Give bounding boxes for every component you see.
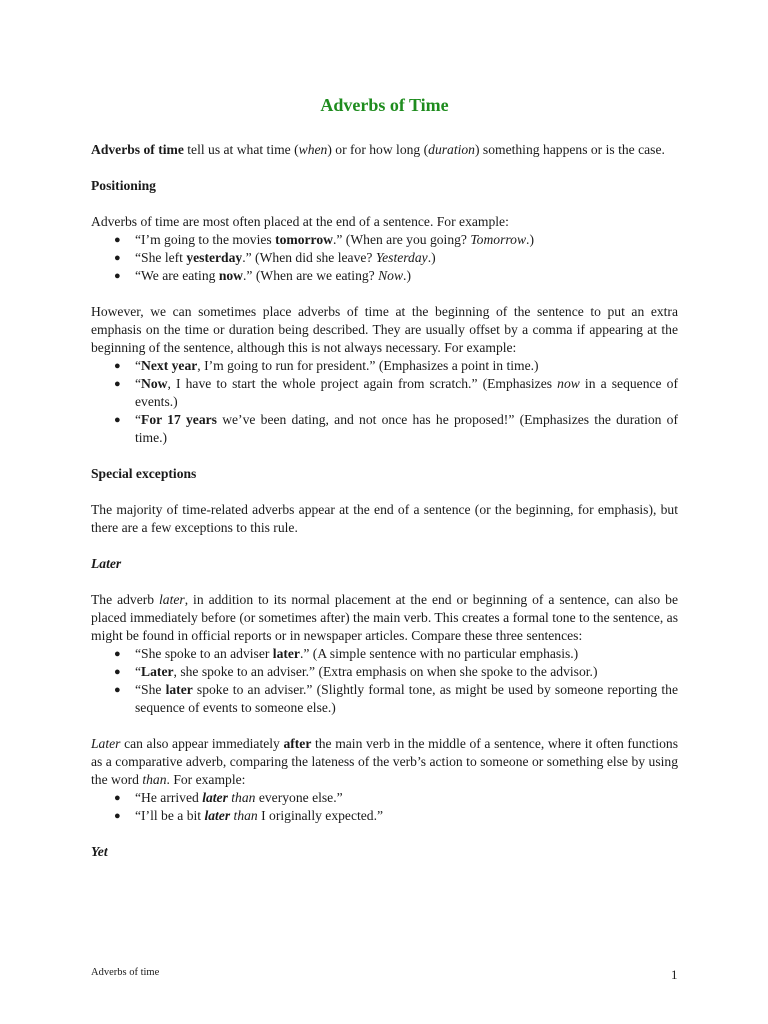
bullet-icon: ●: [114, 378, 121, 390]
list-item: ● “I’ll be a bit later than I originally expected.”: [114, 808, 384, 823]
bullet-icon: ●: [114, 234, 121, 246]
yet-heading: Yet: [91, 844, 108, 859]
page-number: 1: [671, 967, 678, 982]
list-item: ● “She spoke to an adviser later.” (A simple sentence with no particular emphasis.): [114, 646, 579, 661]
list-item: ● “She left yesterday.” (When did she leave? Yesterday.): [114, 250, 436, 265]
later-paragraph-1: The adverb later, in addition to its normal placement at the end or beginning of a sentence, can also be placed immediately before (or sometimes after) the main verb. This creates a formal tone to the sentence, as might be found in official reports or in newspaper articles. Compare these three sentences:: [91, 592, 678, 643]
bullet-icon: ●: [114, 414, 121, 426]
intro-paragraph: Adverbs of time tell us at what time (when) or for how long (duration) something happens or is the case.: [91, 142, 665, 157]
page-title: Adverbs of Time: [320, 95, 449, 115]
positioning-list-2: [91, 357, 678, 447]
list-item: ● “For 17 years we’ve been dating, and not once has he proposed!” (Emphasizes the duration of time.): [114, 412, 679, 445]
later-list-2: [91, 789, 678, 825]
later-list-1: [91, 645, 678, 717]
positioning-paragraph-1: Adverbs of time are most often placed at the end of a sentence. For example:: [91, 214, 509, 229]
exceptions-heading: Special exceptions: [91, 466, 197, 481]
later-heading: Later: [91, 556, 122, 571]
exceptions-paragraph: The majority of time-related adverbs appear at the end of a sentence (or the beginning, for emphasis), but there are a few exceptions to this rule.: [91, 502, 678, 535]
positioning-heading: Positioning: [91, 178, 156, 193]
bullet-icon: ●: [114, 666, 121, 678]
bullet-icon: ●: [114, 270, 121, 282]
list-item: ● “I’m going to the movies tomorrow.” (When are you going? Tomorrow.): [114, 232, 534, 247]
list-item: ● “Now, I have to start the whole project again from scratch.” (Emphasizes now in a sequence of events.): [114, 376, 679, 409]
list-item: ● “He arrived later than everyone else.”: [114, 790, 343, 805]
bullet-icon: ●: [114, 252, 121, 264]
list-item: ● “She later spoke to an adviser.” (Slightly formal tone, as might be used by someone reporting the sequence of events to someone else.): [114, 682, 679, 715]
bullet-icon: ●: [114, 360, 121, 372]
list-item: ● “We are eating now.” (When are we eating? Now.): [114, 268, 411, 283]
list-item: ● “Later, she spoke to an adviser.” (Extra emphasis on when she spoke to the advisor.): [114, 664, 598, 679]
list-item: ● “Next year, I’m going to run for president.” (Emphasizes a point in time.): [114, 358, 539, 373]
positioning-list-1: [91, 231, 678, 285]
bullet-icon: ●: [114, 684, 121, 696]
positioning-paragraph-2: However, we can sometimes place adverbs of time at the beginning of the sentence to put an extra emphasis on the time or duration being described. They are usually offset by a comma if appearing at the beginning of the sentence, although this is not always necessary. For example:: [91, 304, 678, 355]
bullet-icon: ●: [114, 648, 121, 660]
footer-title: Adverbs of time: [91, 967, 160, 978]
later-paragraph-2: Later can also appear immediately after the main verb in the middle of a sentence, where it often functions as a comparative adverb, comparing the lateness of the verb’s action to someone or something else by using the word than. For example:: [91, 736, 678, 787]
bullet-icon: ●: [114, 792, 121, 804]
page-content: [91, 93, 678, 861]
intro-bold: Adverbs of time: [91, 142, 184, 157]
bullet-icon: ●: [114, 810, 121, 822]
